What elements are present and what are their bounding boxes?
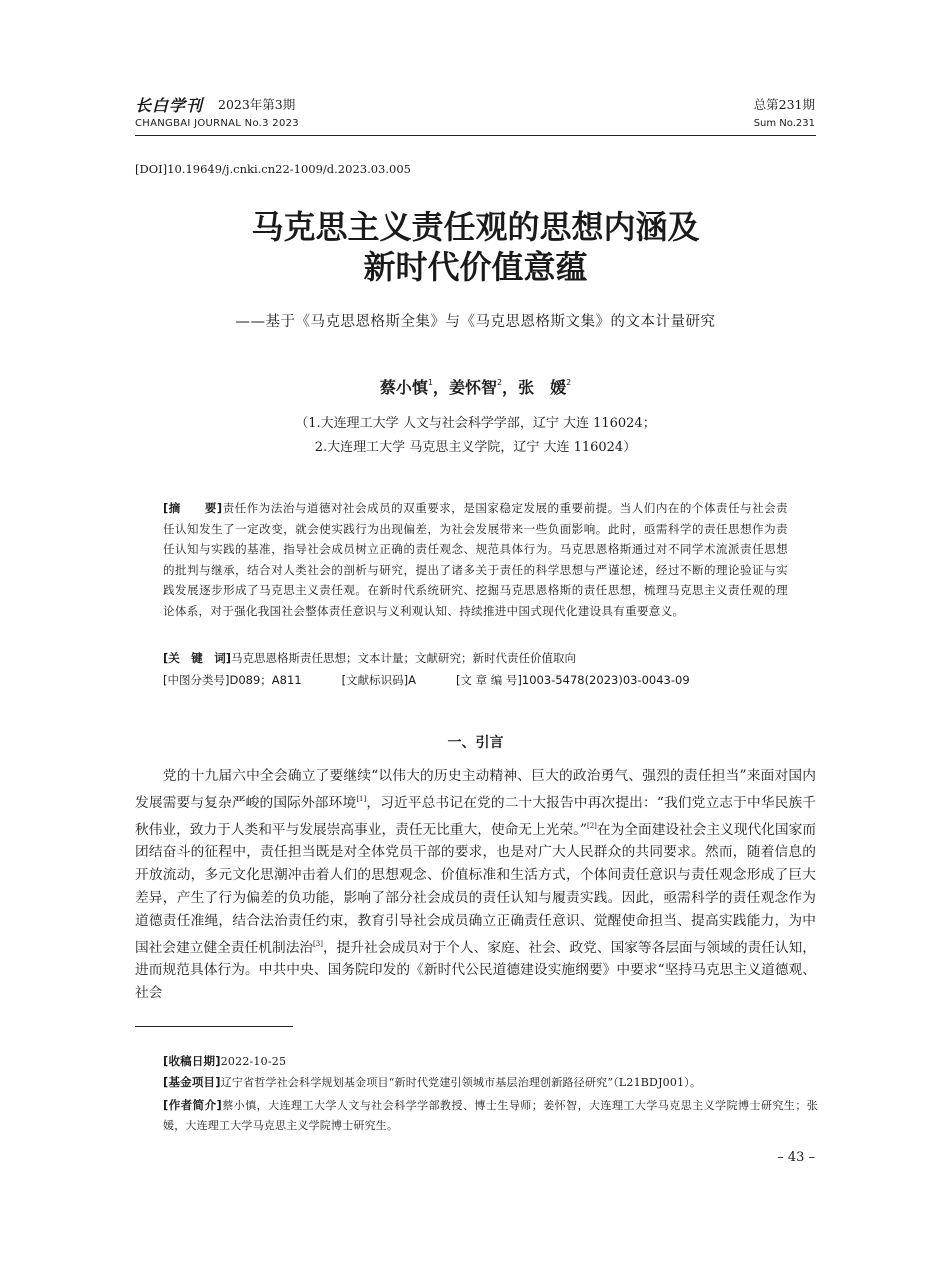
received-date: 2022-10-25 <box>220 1055 287 1068</box>
body-text-2: ，习近平总书记在党的二十大报告中再次提出：“我们党立志于中华民族千秋伟业，致力于人类和平与发展崇高事业，责任无比重大，使命无上光荣。” <box>135 794 816 838</box>
footnote-rule <box>135 1026 293 1027</box>
body-text-3: 在为全面建设社会主义现代化国家而团结奋斗的征程中，责任担当既是对全体党员干部的要求，也是对广大人民群众的共同要求。然而，随着信息的开放流动，多元文化思潮冲击着人们的思想观念、价值标准和生活方式，个体间责任意识与责任观念形成了巨大差异，产生了行为偏差的负功能，影响了部分社会成员的责任认知与履责实践。因此，亟需科学的责任观念作为道德责任准绳，结合法治责任约束，教育引导社会成员确立正确责任意识、觉醒使命担当、提高实践能力，为中国社会建立健全责任机制法治 <box>135 821 816 956</box>
header-rule <box>135 135 816 136</box>
body-text-4: ，提升社会成员对于个人、家庭、社会、政党、国家等各层面与领域的责任认知，进而规范具体行为。中共中央、国务院印发的《新时代公民道德建设实施纲要》中要求“坚持马克思主义道德观、社会 <box>135 939 816 1002</box>
body-text-1: 党的十九届六中全会确立了要继续“以伟大的历史主动精神、巨大的政治勇气、强烈的责任担当”来面对国内发展需要与复杂严峻的国际外部环境 <box>135 768 816 811</box>
keywords-text: 马克思恩格斯责任思想；文本计量；文献研究；新时代责任价值取向 <box>231 651 577 665</box>
author-bio-text: 蔡小慎，大连理工大学人文与社会科学学部教授、博士生导师；姜怀智，大连理工大学马克思主义学院博士研究生；张媛，大连理工大学马克思主义学院博士研究生。 <box>163 1099 818 1132</box>
classification-line <box>163 672 690 688</box>
affiliation-2: 2.大连理工大学 马克思主义学院，辽宁 大连 116024） <box>314 440 637 455</box>
journal-english-name: CHANGBAI JOURNAL No.3 2023 <box>135 118 299 129</box>
keywords <box>163 650 788 666</box>
total-issue: 总第231期 <box>753 97 815 112</box>
journal-logo: 长白学刊 <box>135 96 204 115</box>
page-number: – 43 – <box>777 1150 815 1165</box>
abstract-text: 责任作为法治与道德对社会成员的双重要求，是国家稳定发展的重要前提。当人们内在的个体责任与社会责任认知发生了一定改变，就会使实践行为出现偏差，为社会发展带来一些负面影响。此时，亟需科学的责任思想作为责任认知与实践的基准，指导社会成员树立正确的责任观念、规范具体行为。马克思恩格斯通过对不同学术流派责任思想的批判与继承，结合对人类社会的剖析与研究，提出了诸多关于责任的科学思想与严谨论述，经过不断的理论验证与实践发展逐步形成了马克思主义责任观。在新时代系统研究、挖掘马克思恩格斯的责任思想，梳理马克思主义责任观的理论体系，对于强化我国社会整体责任意识与义利观认知、持续推进中国式现代化建设具有重要意义。 <box>163 501 788 618</box>
keywords-label: [关 键 词] <box>163 651 232 665</box>
author-bio-label: [作者简介] <box>163 1098 223 1112</box>
indent <box>135 768 163 784</box>
article-title <box>135 207 816 287</box>
author-1: 蔡小慎 <box>379 378 428 397</box>
clc-number: [中图分类号]D089；A811 <box>163 673 302 687</box>
received-label: [收稿日期] <box>163 1054 221 1068</box>
author-sep: ， <box>432 378 449 397</box>
affiliations <box>135 412 816 460</box>
author-2: 姜怀智 <box>448 378 497 397</box>
footnote-fund <box>163 1072 818 1093</box>
document-code: [文献标识码]A <box>341 673 416 687</box>
author-3-affil: 2 <box>566 378 572 387</box>
abstract <box>163 498 788 621</box>
body-paragraph <box>135 765 816 1005</box>
author-sep: ， <box>502 378 519 397</box>
author-list <box>135 375 816 398</box>
author-1-affil: 1 <box>427 378 433 387</box>
article-subtitle: ——基于《马克思恩格斯全集》与《马克思恩格斯文集》的文本计量研究 <box>235 314 716 330</box>
abstract-label: [摘 要] <box>163 501 223 515</box>
citation-2[interactable]: [2] <box>587 821 597 830</box>
citation-1[interactable]: [1] <box>356 794 367 803</box>
article-number: [文 章 编 号]1003-5478(2023)03-0043-09 <box>455 673 690 687</box>
issue-label: 2023年第3期 <box>218 97 296 112</box>
sum-issue: Sum No.231 <box>753 118 815 129</box>
author-2-affil: 2 <box>496 378 503 387</box>
title-line-2: 新时代价值意蕴 <box>363 248 588 286</box>
citation-3[interactable]: [3] <box>313 939 323 948</box>
footnote-received <box>163 1051 818 1072</box>
fund-text: 辽宁省哲学社会科学规划基金项目“新时代党建引领城市基层治理创新路径研究”（L21BDJ001）。 <box>220 1076 702 1089</box>
fund-label: [基金项目] <box>163 1075 221 1089</box>
affiliation-1: （1.大连理工大学 人文与社会科学学部，辽宁 大连 116024； <box>295 416 656 431</box>
section-heading: 一、引言 <box>447 735 504 751</box>
footnote-authors <box>163 1095 818 1136</box>
doi: [DOI]10.19649/j.cnki.cn22-1009/d.2023.03.005 <box>135 162 411 176</box>
author-3: 张 媛 <box>518 378 567 397</box>
title-line-1: 马克思主义责任观的思想内涵及 <box>251 208 700 246</box>
